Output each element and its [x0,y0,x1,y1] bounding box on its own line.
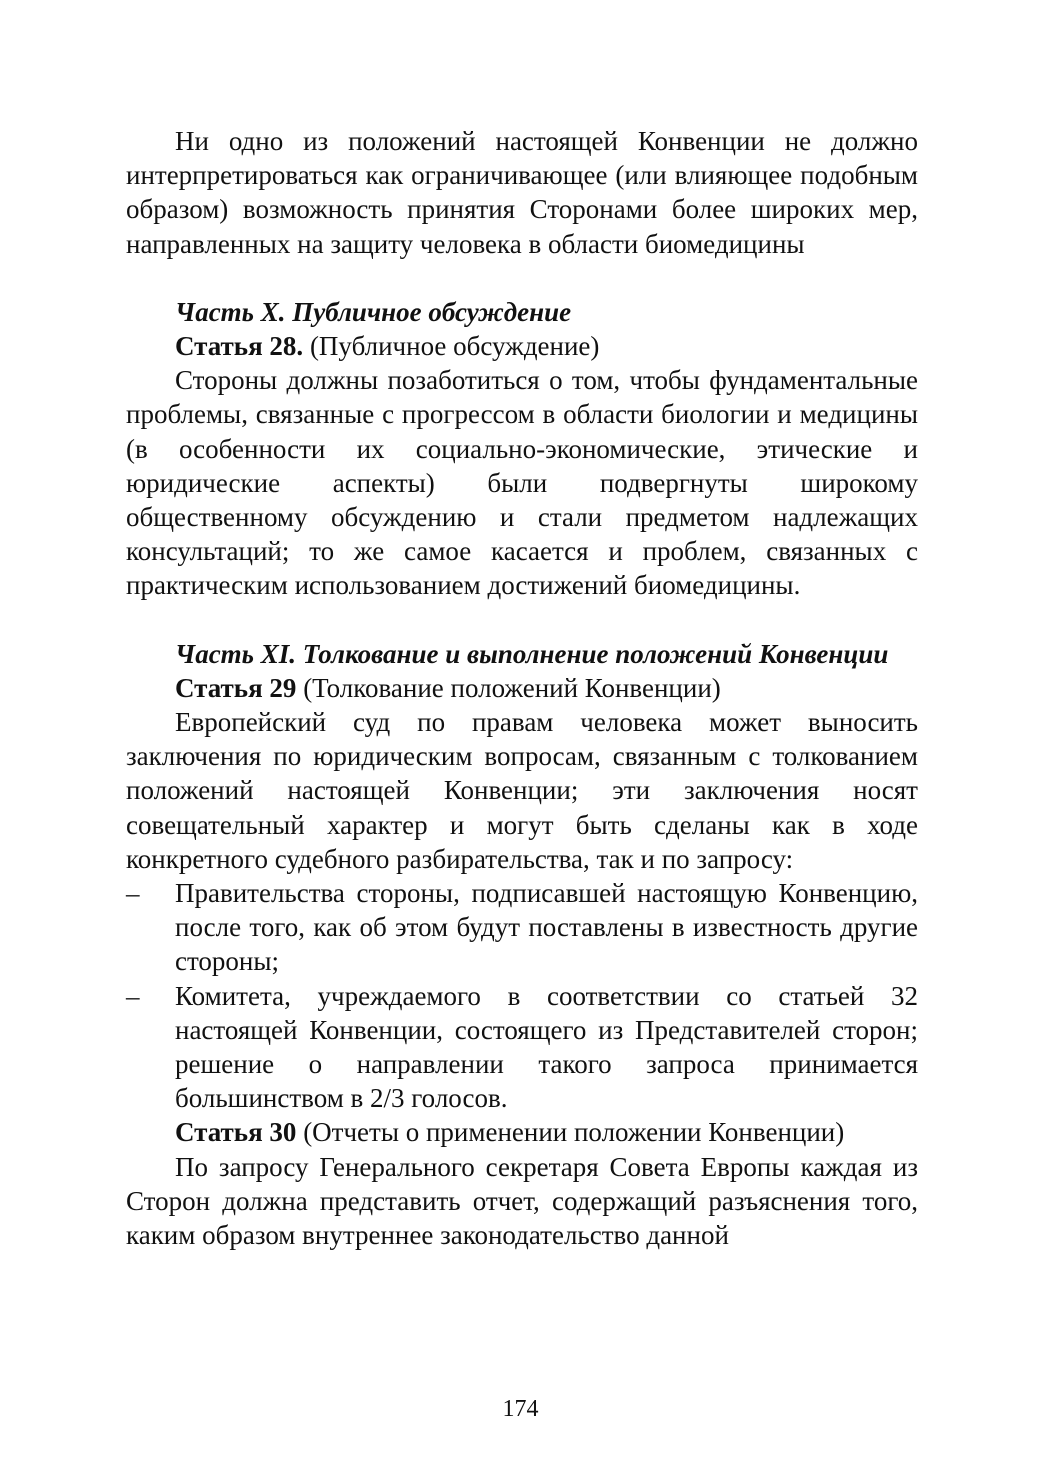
article-28-title: (Публичное обсуждение) [303,331,600,362]
list-dash: – [126,980,140,1011]
list-item-text: Правительства стороны, подписавшей настоящую Конвенцию, после того, как об этом будут поставлены в известность другие стороны; [175,878,918,977]
list-item [126,979,918,1116]
article-30-label: Статья 30 [175,1117,297,1148]
article-28-text: Стороны должны позаботиться о том, чтобы фундаментальные проблемы, связанные с прогрессом в области биологии и медицины (в особенности их социально-экономические, этические и юридические аспекты) были подвергнуты широкому общественному обсуждению и стали предметом надлежащих консультаций; то же самое касается и проблем, связанных с практическим использованием достижений биомедицины. [126,365,918,601]
article-28-label: Статья 28. [175,331,304,362]
article-28-heading [126,329,918,363]
intro-paragraph: Ни одно из положений настоящей Конвенции не должно интерпретироваться как ограничивающее (или влияющее подобным образом) возможность принятия Сторонами более широких мер, направленных на защиту человека в области биомедицины [126,126,918,259]
text-column [126,124,918,1252]
page-number: 174 [502,1396,539,1422]
article-30-title: (Отчеты о применении положении Конвенции) [296,1117,845,1148]
article-29-label: Статья 29 [175,672,297,703]
spacer [126,603,918,637]
article-29-heading [126,671,918,705]
part-x-heading: Часть X. Публичное обсуждение [175,296,572,327]
list-dash: – [126,878,140,909]
part-xi-heading: Часть XI. Толкование и выполнение положений Конвенции [175,638,889,669]
article-29-text: Европейский суд по правам человека может выносить заключения по юридическим вопросам, связанным с толкованием положений настоящей Конвенции; эти заключения носят совещательный характер и могут быть сделаны как в ходе конкретного судебного разбирательства, так и по запросу: [126,707,918,874]
list-item-text: Комитета, учреждаемого в соответствии со статьей 32 настоящей Конвенции, состоящего из Представителей сторон; решение о направлении такого запроса принимается большинством в 2/3 голосов. [175,980,918,1114]
article-30-heading [126,1115,918,1149]
list-item [126,876,918,979]
article-30-text: По запросу Генерального секретаря Совета Европы каждая из Сторон должна представить отчет, содержащий разъяснения того, каким образом внутреннее законодательство данной [126,1151,918,1251]
article-29-title: (Толкование положений Конвенции) [296,672,721,703]
spacer [126,261,918,295]
